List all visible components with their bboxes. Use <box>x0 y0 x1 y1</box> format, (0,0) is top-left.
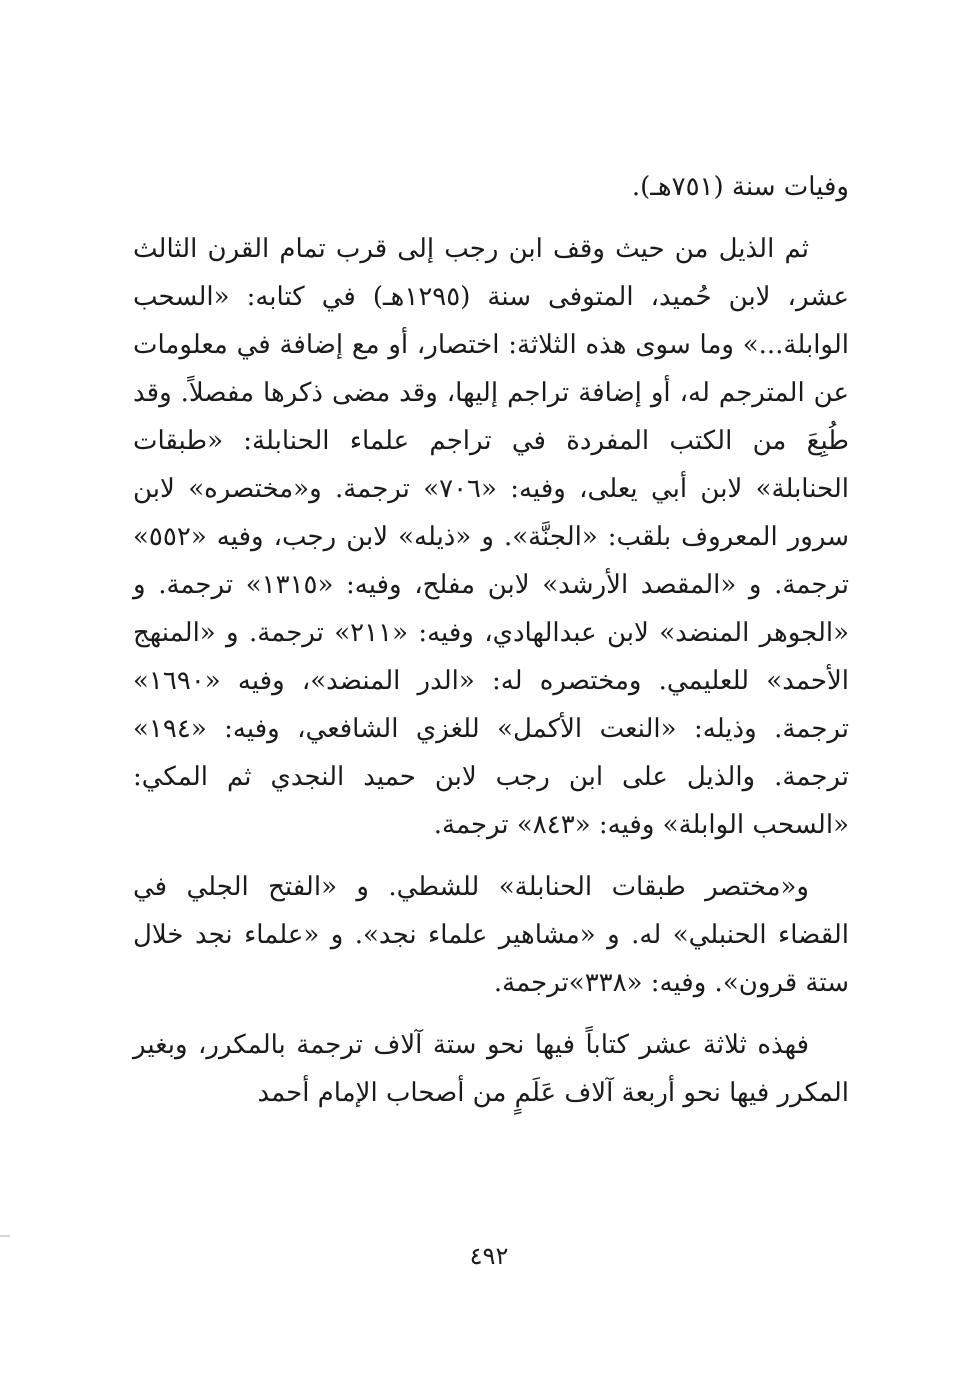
page-number: ٤٩٢ <box>469 1242 509 1270</box>
paragraph-4: فهذه ثلاثة عشر كتاباً فيها نحو ستة آلاف ترجمة بالمكرر، وبغير المكرر فيها نحو أربعة آلاف عَلَمٍ من أصحاب الإمام أحمد <box>133 1030 849 1108</box>
body-text <box>133 163 849 1117</box>
paragraph-2: ثم الذيل من حيث وقف ابن رجب إلى قرب تمام القرن الثالث عشر، لابن حُميد، المتوفى سنة (١٢٩٥هـ) في كتابه: «السحب الوابلة...» وما سوى هذه الثلاثة: اختصار، أو مع إضافة في معلومات عن المترجم له، أو إضافة تراجم إليها، وقد مضى ذكرها مفصلاً. وقد طُبِعَ من الكتب المفردة في تراجم علماء الحنابلة: «طبقات الحنابلة» لابن أبي يعلى، وفيه: «٧٠٦» ترجمة. و«مختصره» لابن سرور المعروف بلقب: «الجنَّة». و «ذيله» لابن رجب، وفيه «٥٥٢» ترجمة. و «المقصد الأرشد» لابن مفلح، وفيه: «١٣١٥» ترجمة. و «الجوهر المنضد» لابن عبدالهادي، وفيه: «٢١١» ترجمة. و «المنهج الأحمد» للعليمي. ومختصره له: «الدر المنضد»، وفيه «١٦٩٠» ترجمة. وذيله: «النعت الأكمل» للغزي الشافعي، وفيه: «١٩٤» ترجمة. والذيل على ابن رجب لابن حميد النجدي ثم المكي: «السحب الوابلة» وفيه: «٨٤٣» ترجمة. <box>133 234 850 840</box>
edge-mark <box>0 1235 10 1237</box>
paragraph-1: وفيات سنة (٧٥١هـ). <box>631 172 849 202</box>
paragraph-3: و«مختصر طبقات الحنابلة» للشطي. و «الفتح الجلي في القضاء الحنبلي» له. و «مشاهير علماء نجد». و «علماء نجد خلال ستة قرون». وفيه: «٣٣٨»ترجمة. <box>133 872 849 998</box>
